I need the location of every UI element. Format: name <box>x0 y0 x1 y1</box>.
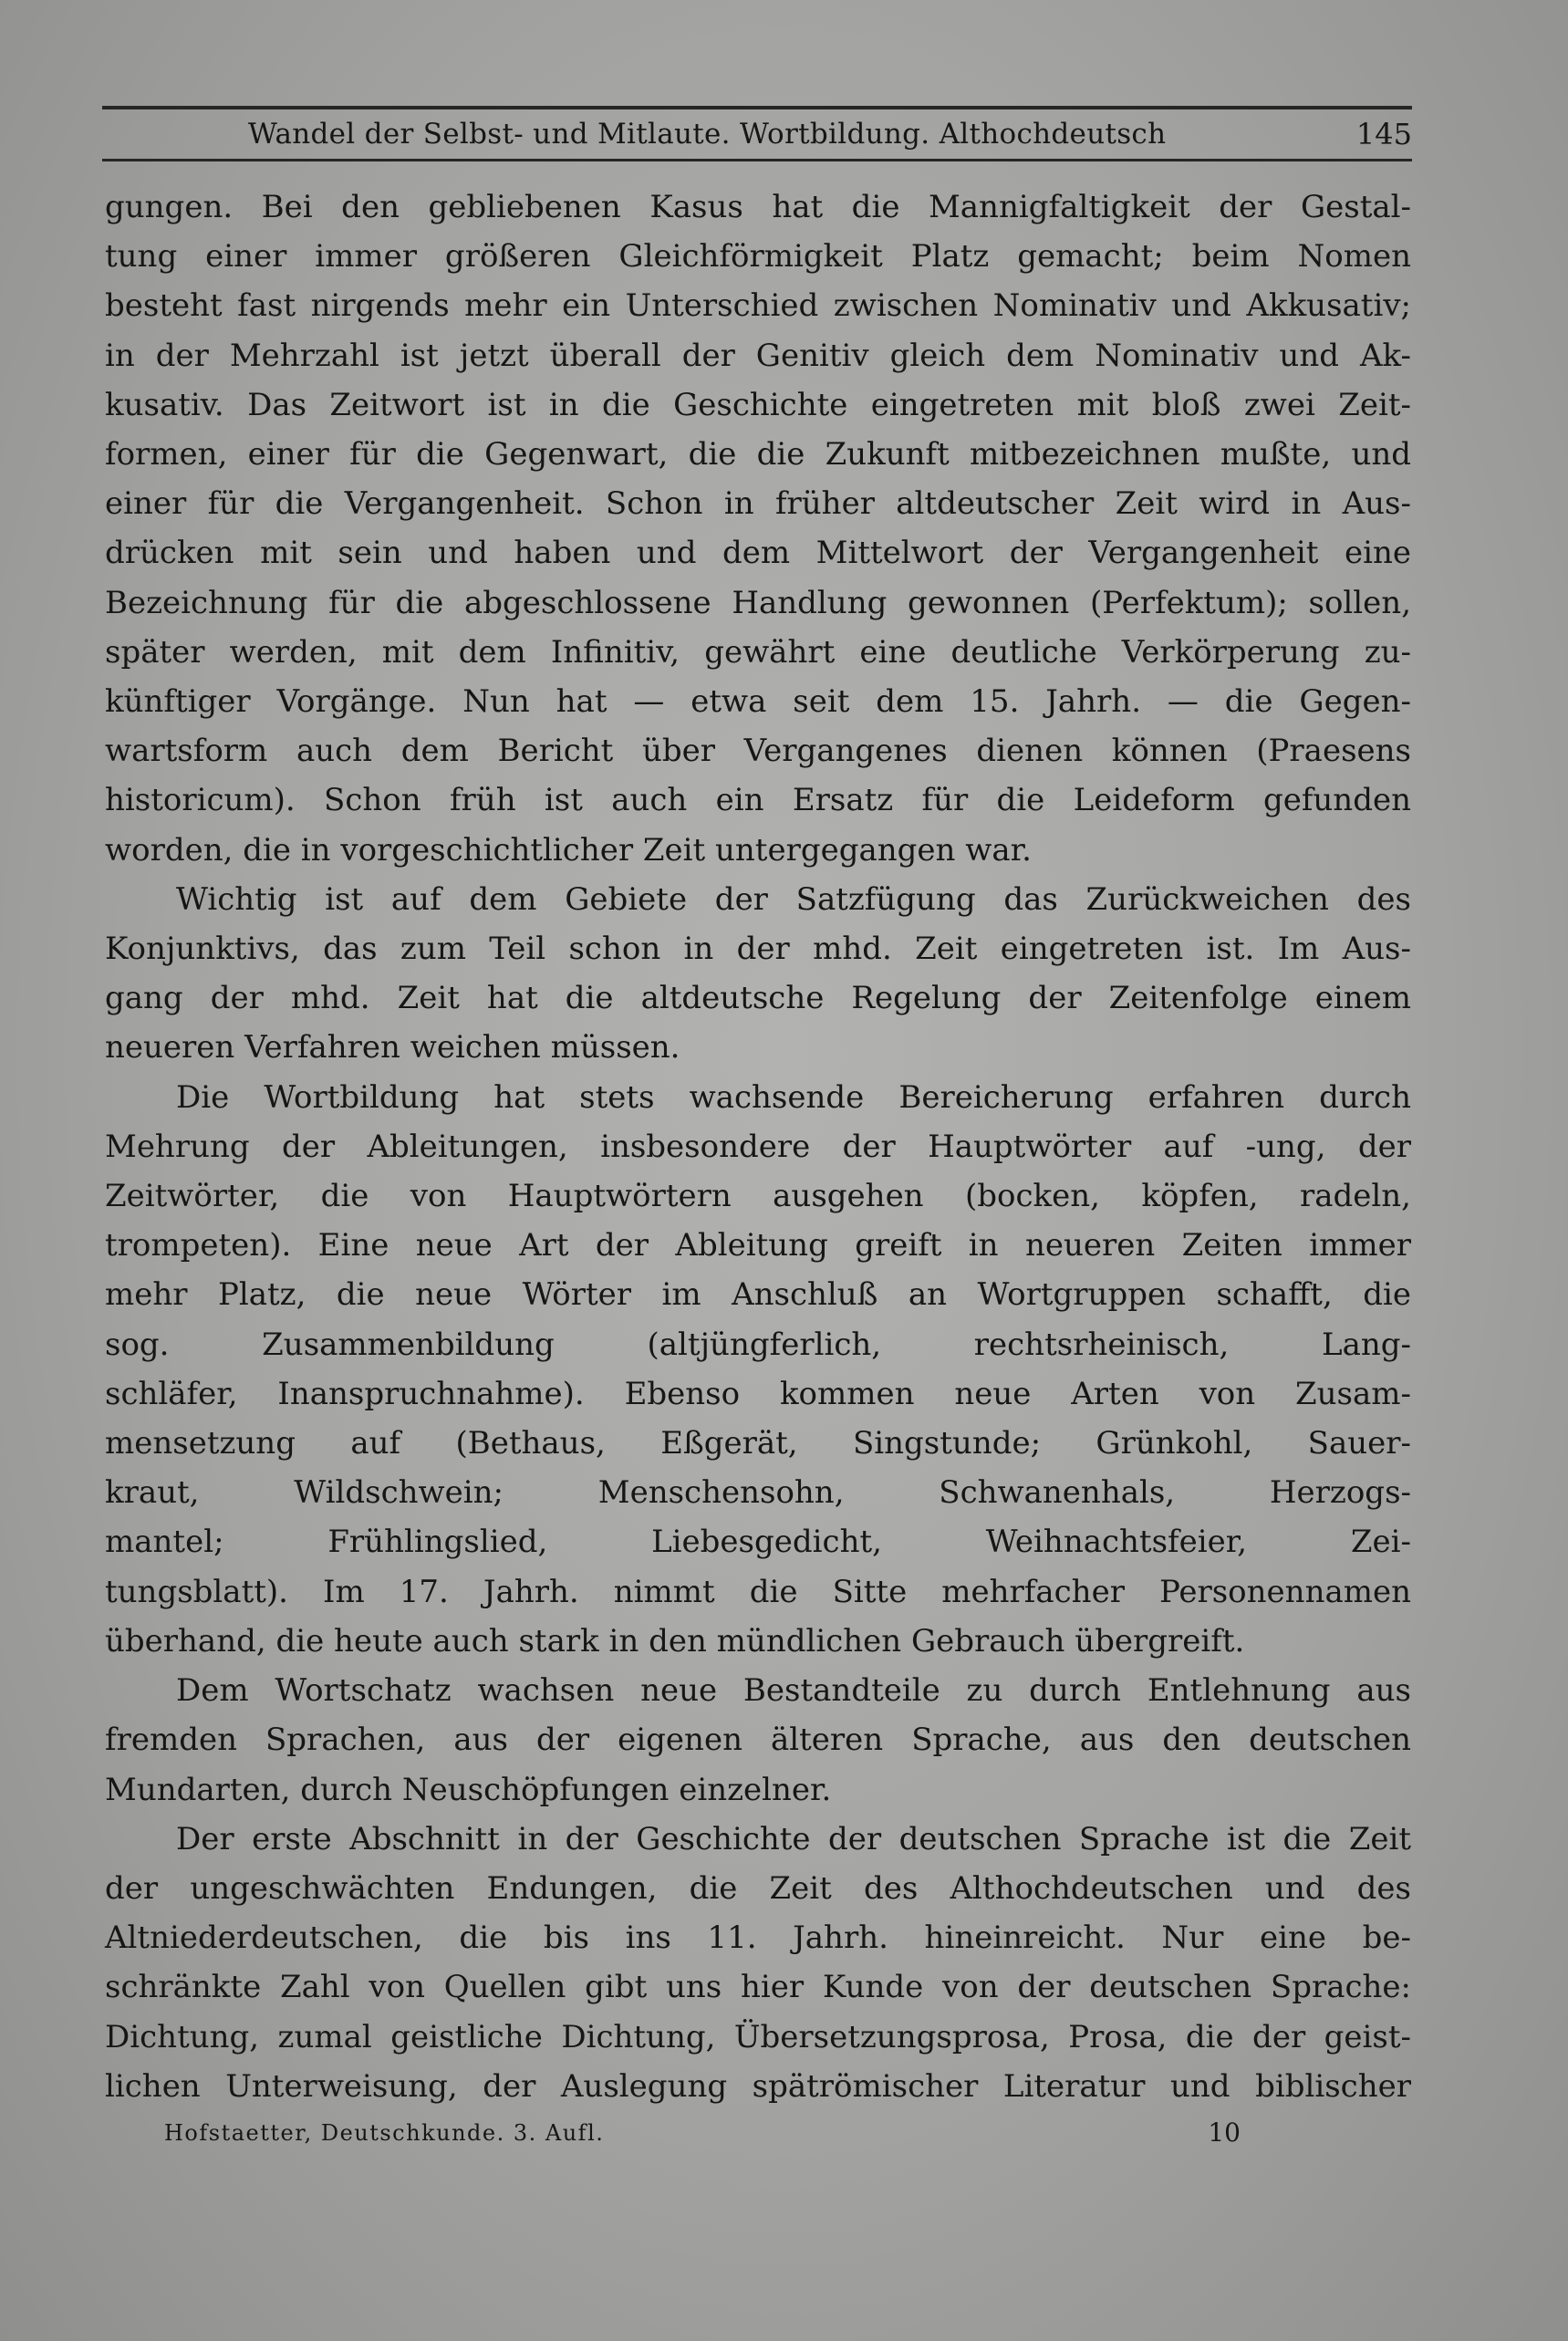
text-line: Die Wortbildung hat stets wachsende Bereicherung erfahren durch <box>176 1078 1411 1116</box>
text-line: historicum). Schon früh ist auch ein Ersatz für die Leideform gefunden <box>105 782 1411 819</box>
text-line: neueren Verfahren weichen müssen. <box>105 1029 680 1066</box>
paragraph <box>105 1666 1411 1815</box>
paragraph <box>105 875 1411 1073</box>
text-line: mantel; Frühlingslied, Liebesgedicht, Weihnachtsfeier, Zei- <box>105 1524 1411 1561</box>
text-line: wartsform auch dem Bericht über Vergangenes dienen können (Praesens <box>105 733 1411 770</box>
page-footer <box>164 2115 1241 2151</box>
header-rule-bottom <box>102 159 1412 161</box>
running-head <box>102 111 1412 157</box>
running-title: Wandel der Selbst- und Mitlaute. Wortbildung. Althochdeutsch <box>248 118 1167 151</box>
text-line: überhand, die heute auch stark in den mündlichen Gebrauch übergreift. <box>105 1622 1245 1660</box>
text-line: Dem Wortschatz wachsen neue Bestandteile zu durch Entlehnung aus <box>176 1672 1411 1710</box>
text-line: schläfer, Inanspruchnahme). Ebenso kommen neue Arten von Zusam- <box>105 1375 1411 1412</box>
text-line: Konjunktivs, das zum Teil schon in der mhd. Zeit eingetreten ist. Im Aus- <box>105 931 1411 968</box>
page-number: 145 <box>1355 117 1412 151</box>
text-line: Wichtig ist auf dem Gebiete der Satzfügung das Zurückweichen des <box>176 880 1411 918</box>
text-line: worden, die in vorgeschichtlicher Zeit untergegangen war. <box>105 831 1032 869</box>
text-line: schränkte Zahl von Quellen gibt uns hier Kunde von der deutschen Sprache: <box>105 1969 1411 2006</box>
text-line: Bezeichnung für die abgeschlossene Handlung gewonnen (Perfektum); sollen, <box>105 584 1411 621</box>
text-line: gungen. Bei den gebliebenen Kasus hat die Mannigfaltigkeit der Gestal- <box>105 189 1411 225</box>
text-line: Zeitwörter, die von Hauptwörtern ausgehen (bocken, köpfen, radeln, <box>105 1178 1411 1215</box>
text-line: künftiger Vorgänge. Nun hat — etwa seit dem 15. Jahrh. — die Gegen- <box>105 683 1411 721</box>
text-line: gang der mhd. Zeit hat die altdeutsche Regelung der Zeitenfolge einem <box>105 980 1411 1017</box>
text-line: trompeten). Eine neue Art der Ableitung greift in neueren Zeiten immer <box>105 1227 1411 1264</box>
sheet-number: 10 <box>1208 2117 1241 2148</box>
text-line: kraut, Wildschwein; Menschensohn, Schwanenhals, Herzogs- <box>105 1474 1411 1512</box>
paragraph <box>105 1073 1411 1666</box>
text-line: fremden Sprachen, aus der eigenen älteren Sprache, aus den deutschen <box>105 1722 1411 1759</box>
text-line: Altniederdeutschen, die bis ins 11. Jahrh. hineinreicht. Nur eine be- <box>105 1920 1411 1957</box>
text-line: tung einer immer größeren Gleichförmigkeit Platz gemacht; beim Nomen <box>105 238 1411 276</box>
text-line: in der Mehrzahl ist jetzt überall der Genitiv gleich dem Nominativ und Ak- <box>105 337 1411 374</box>
text-line: lichen Unterweisung, der Auslegung spätrömischer Literatur und biblischer <box>105 2067 1411 2105</box>
paragraph <box>105 1815 1411 2111</box>
text-line: kusativ. Das Zeitwort ist in die Geschichte eingetreten mit bloß zwei Zeit- <box>105 386 1411 423</box>
text-line: einer für die Vergangenheit. Schon in früher altdeutscher Zeit wird in Aus- <box>105 485 1411 523</box>
header-rule-top <box>102 106 1412 109</box>
text-line: Dichtung, zumal geistliche Dichtung, Übersetzungsprosa, Prosa, die der geist- <box>105 2018 1411 2055</box>
text-line: Der erste Abschnitt in der Geschichte der deutschen Sprache ist die Zeit <box>176 1820 1411 1857</box>
text-line: drücken mit sein und haben und dem Mittelwort der Vergangenheit eine <box>105 535 1411 572</box>
text-line: besteht fast nirgends mehr ein Unterschied zwischen Nominativ und Akkusativ; <box>105 287 1411 325</box>
paragraph <box>105 182 1411 875</box>
text-line: Mundarten, durch Neuschöpfungen einzelner. <box>105 1771 832 1808</box>
text-line: mensetzung auf (Bethaus, Eßgerät, Singstunde; Grünkohl, Sauer- <box>105 1425 1411 1462</box>
text-line: mehr Platz, die neue Wörter im Anschluß an Wortgruppen schafft, die <box>105 1276 1411 1314</box>
text-line: der ungeschwächten Endungen, die Zeit des Althochdeutschen und des <box>105 1869 1411 1907</box>
text-line: später werden, mit dem Infinitiv, gewährt eine deutliche Verkörperung zu- <box>105 633 1411 671</box>
text-line: tungsblatt). Im 17. Jahrh. nimmt die Sitte mehrfacher Personennamen <box>105 1573 1411 1610</box>
body-text <box>105 182 1411 2111</box>
text-line: sog. Zusammenbildung (altjüngferlich, rechtsrheinisch, Lang- <box>105 1326 1411 1363</box>
text-line: Mehrung der Ableitungen, insbesondere der Hauptwörter auf -ung, der <box>105 1128 1411 1165</box>
printer-signature: Hofstaetter, Deutschkunde. 3. Aufl. <box>164 2120 605 2146</box>
text-line: formen, einer für die Gegenwart, die die Zukunft mitbezeichnen mußte, und <box>105 436 1411 473</box>
